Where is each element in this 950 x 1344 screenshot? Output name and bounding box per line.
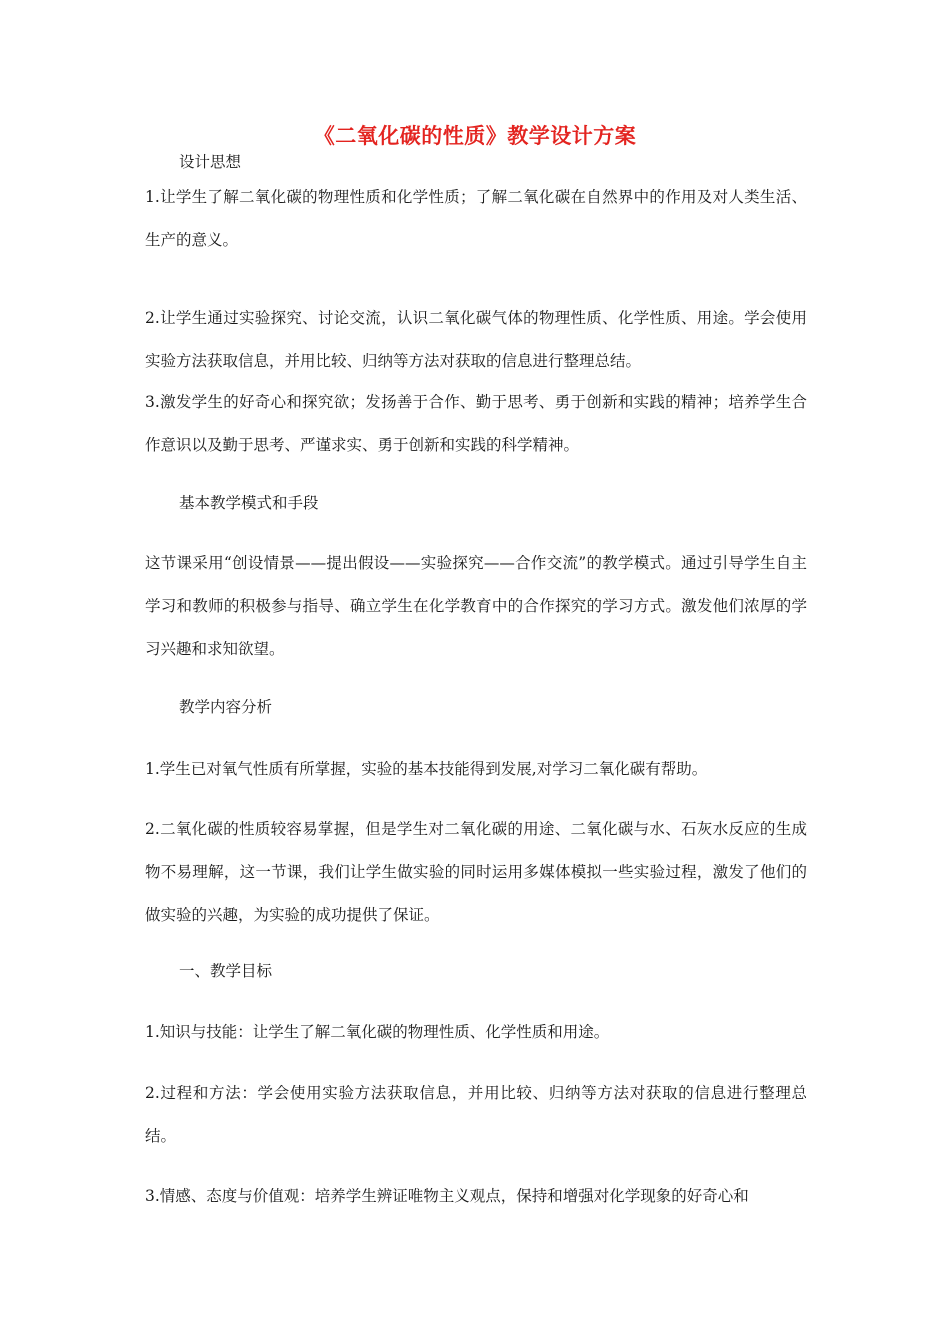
section-heading-design-idea: 设计思想 [179,153,242,171]
paragraph-goal-3: 3.情感、态度与价值观：培养学生辨证唯物主义观点，保持和增强对化学现象的好奇心和 [145,1187,749,1205]
paragraph-goal-2: 2.过程和方法：学会使用实验方法获取信息，并用比较、归纳等方法对获取的信息进行整理总结。 [145,1084,807,1145]
section-heading-teaching-mode: 基本教学模式和手段 [179,494,319,512]
paragraph-design-3: 3.激发学生的好奇心和探究欲；发扬善于合作、勤于思考、勇于创新和实践的精神；培养学生合作意识以及勤于思考、严谨求实、勇于创新和实践的科学精神。 [145,393,807,454]
section-heading-content-analysis: 教学内容分析 [179,698,273,716]
paragraph-teaching-mode: 这节课采用“创设情景——提出假设——实验探究——合作交流”的教学模式。通过引导学生自主学习和教师的积极参与指导、确立学生在化学教育中的合作探究的学习方式。激发他们浓厚的学习兴趣和求知欲望。 [145,554,807,658]
paragraph-design-1: 1.让学生了解二氧化碳的物理性质和化学性质；了解二氧化碳在自然界中的作用及对人类生活、生产的意义。 [145,188,807,249]
section-heading-teaching-goals: 一、教学目标 [179,962,273,980]
paragraph-analysis-2: 2.二氧化碳的性质较容易掌握，但是学生对二氧化碳的用途、二氧化碳与水、石灰水反应的生成物不易理解，这一节课，我们让学生做实验的同时运用多媒体模拟一些实验过程，激发了他们的做实验的兴趣，为实验的成功提供了保证。 [145,820,807,924]
document-title: 《二氧化碳的性质》教学设计方案 [313,124,637,148]
paragraph-analysis-1: 1.学生已对氧气性质有所掌握，实验的基本技能得到发展,对学习二氧化碳有帮助。 [145,760,708,778]
paragraph-design-2: 2.让学生通过实验探究、讨论交流，认识二氧化碳气体的物理性质、化学性质、用途。学会使用实验方法获取信息，并用比较、归纳等方法对获取的信息进行整理总结。 [145,309,807,370]
paragraph-goal-1: 1.知识与技能：让学生了解二氧化碳的物理性质、化学性质和用途。 [145,1023,610,1041]
